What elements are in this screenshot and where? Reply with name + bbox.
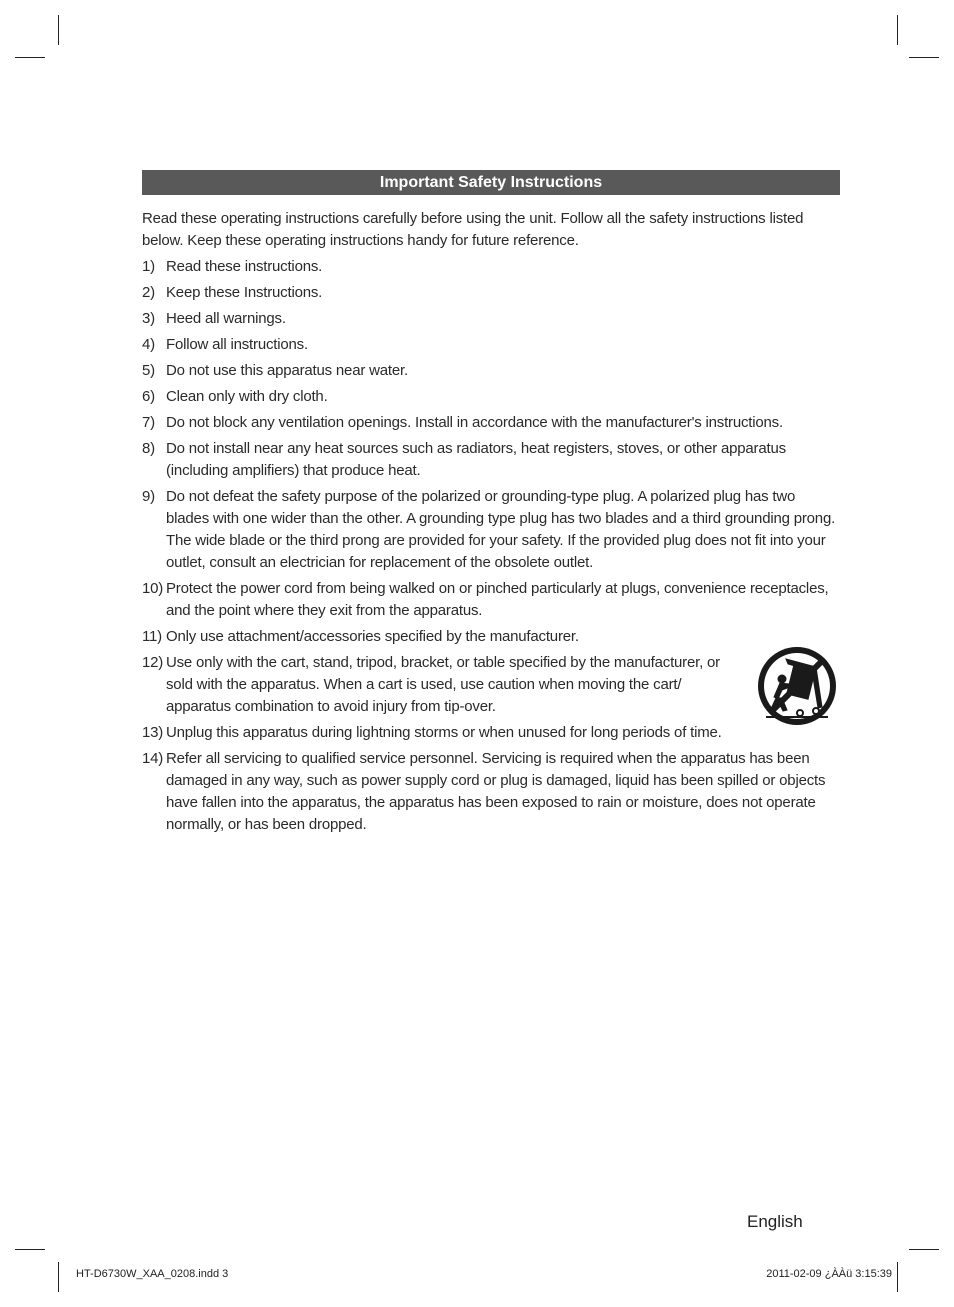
item-text: Follow all instructions. [166, 336, 308, 353]
list-item [142, 360, 840, 382]
item-number: 6) [142, 388, 155, 405]
item-number: 8) [142, 440, 155, 457]
crop-mark [897, 1262, 898, 1292]
list-item [142, 722, 840, 744]
item-number: 10) [142, 580, 164, 597]
file-slug: HT-D6730W_XAA_0208.indd 3 [76, 1268, 229, 1280]
crop-mark [909, 57, 939, 58]
crop-mark [909, 1249, 939, 1250]
item-number: 9) [142, 488, 155, 505]
list-item [142, 282, 840, 304]
crop-mark [58, 1262, 59, 1292]
item-text: Read these instructions. [166, 258, 323, 275]
safety-instructions-list [142, 256, 840, 840]
item-number: 1) [142, 258, 155, 275]
list-item [142, 308, 840, 330]
page-language-label: English [747, 1212, 803, 1231]
item-number: 5) [142, 362, 155, 379]
list-item [142, 748, 840, 836]
item-text: Use only with the cart, stand, tripod, bracket, or table specified by the manufacturer, or sold with the apparatus. When a cart is used, use caution when moving the cart/ apparatus combination to avoid injury from tip-over. [166, 654, 720, 715]
crop-mark [15, 1249, 45, 1250]
crop-mark [58, 15, 59, 45]
list-item [142, 334, 840, 356]
list-item [142, 412, 840, 434]
item-text: Do not defeat the safety purpose of the polarized or grounding-type plug. A polarized plug has two blades with one wider than the other. A grounding type plug has two blades and a third grounding prong. The wide blade or the third prong are provided for your safety. If the provided plug does not fit into your outlet, consult an electrician for replacement of the obsolete outlet. [166, 488, 836, 571]
item-number: 13) [142, 724, 164, 741]
list-item [142, 438, 840, 482]
item-number: 12) [142, 654, 164, 671]
item-text: Clean only with dry cloth. [166, 388, 328, 405]
item-text: Keep these Instructions. [166, 284, 323, 301]
item-number: 3) [142, 310, 155, 327]
cart-tip-over-warning-icon [756, 645, 838, 727]
item-text: Do not use this apparatus near water. [166, 362, 408, 379]
list-item [142, 386, 840, 408]
item-text: Do not install near any heat sources such as radiators, heat registers, stoves, or other apparatus (including amplifiers) that produce heat. [166, 440, 786, 479]
item-text: Do not block any ventilation openings. Install in accordance with the manufacturer's instructions. [166, 414, 783, 431]
item-number: 7) [142, 414, 155, 431]
item-number: 4) [142, 336, 155, 353]
item-text: Only use attachment/accessories specified by the manufacturer. [166, 628, 579, 645]
print-timestamp: 2011-02-09 ¿ÀÀü 3:15:39 [766, 1268, 892, 1280]
crop-mark [15, 57, 45, 58]
item-text: Refer all servicing to qualified service personnel. Servicing is required when the apparatus has been damaged in any way, such as power supply cord or plug is damaged, liquid has been spilled or objects have fallen into the apparatus, the apparatus has been exposed to rain or moisture, does not operate normally, or has been dropped. [166, 750, 826, 833]
item-number: 14) [142, 750, 164, 767]
list-item [142, 486, 840, 574]
item-text: Protect the power cord from being walked on or pinched particularly at plugs, convenience receptacles, and the point where they exit from the apparatus. [166, 580, 829, 619]
item-number: 2) [142, 284, 155, 301]
intro-paragraph: Read these operating instructions carefully before using the unit. Follow all the safety instructions listed below. Keep these operating instructions handy for future reference. [142, 210, 804, 249]
list-item [142, 256, 840, 278]
crop-mark [897, 15, 898, 45]
item-text: Unplug this apparatus during lightning storms or when unused for long periods of time. [166, 724, 722, 741]
item-number: 11) [142, 628, 162, 645]
list-item [142, 626, 840, 648]
list-item [142, 652, 840, 718]
list-item [142, 578, 840, 622]
section-title: Important Safety Instructions [142, 170, 840, 195]
item-text: Heed all warnings. [166, 310, 286, 327]
